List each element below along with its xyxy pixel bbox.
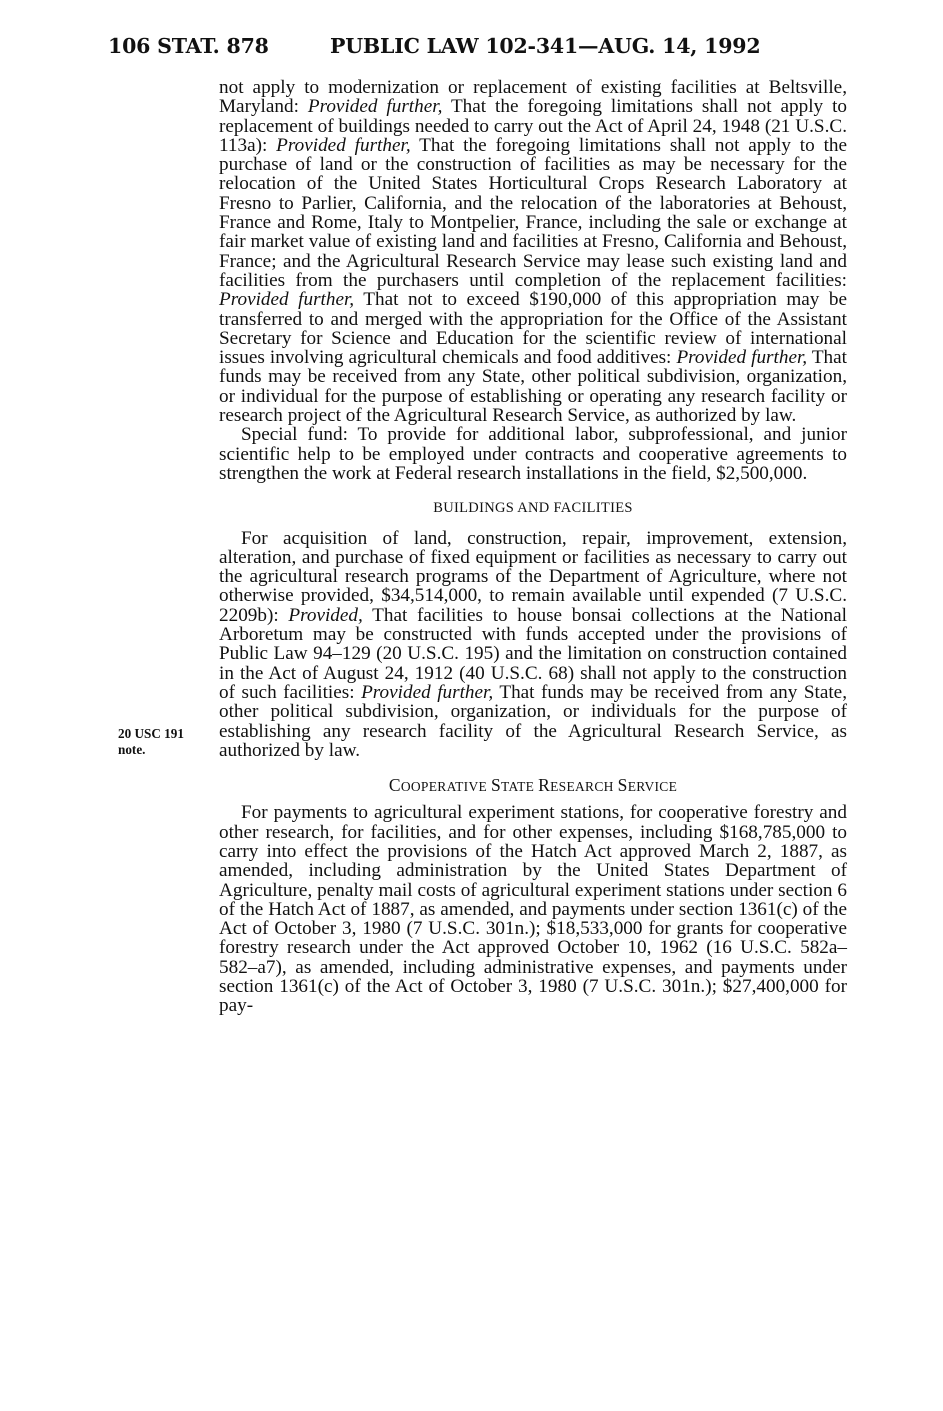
heading-initial: S (491, 775, 502, 796)
section-heading-buildings: BUILDINGS AND FACILITIES (433, 500, 633, 517)
running-head (0, 34, 943, 64)
proviso-italic: Provided further, (361, 681, 494, 703)
page-reference: 106 STAT. 878 (108, 34, 269, 58)
heading-initial: C (388, 775, 401, 796)
heading-initial: S (617, 775, 628, 796)
heading-rest: ERVICE (627, 779, 678, 795)
proviso-italic: Provided further, (219, 289, 355, 311)
heading-rest: TATE (501, 779, 535, 795)
proviso-italic: Provided, (288, 604, 363, 626)
text-run: That funds may be received from any State, other political subdivision, organization, or individuals for the purpose of establishing any research facility of the Agricultural Research Service, as authorized by law. (219, 681, 847, 761)
heading-initial: R (538, 775, 551, 796)
margin-citation-note (118, 726, 218, 758)
proviso-italic: Provided further, (307, 96, 443, 118)
margin-note-citation: 20 USC 191 (118, 726, 184, 741)
text-run: That the foregoing limitations shall not apply to the purchase of land or the construction of facilities as may be necessary for the relocation of the United States Horticultural Crops Research Laboratory at Fresno to Parlier, California, and the relocation of the laboratories at Behoust, France and Rome, Italy to Montpelier, France, including the sale or exchange at fair market value of existing land and facilities at Fresno, California and Behoust, France; and the Agricultural Research Service may lease such existing land and facilities from the purchasers until completion of the replacement facilities: (219, 134, 848, 291)
text-run: That facilities to house bonsai collections at the National Arboretum may be constructed with funds accepted under the provisions of Public Law 94–129 (20 U.S.C. 195) and the limitation on construction contained in the Act of August 24, 1912 (40 U.S.C. 68) shall not apply to the construction of such facilities: (219, 604, 847, 703)
heading-rest: OOPERATIVE (400, 779, 488, 795)
buildings-paragraph (219, 529, 847, 761)
text-run: That funds may be received from any State, other political subdivision, organization, or individual for the purpose of establishing or operating any research facility or research project of the Agricultural Research Service, as authorized by law. (219, 347, 847, 427)
cooperative-paragraph: For payments to agricultural experiment stations, for cooperative forestry and other research, for facilities, and for other expenses, including $168,785,000 to carry into effect the provisions of the Hatch Act approved March 2, 1887, as amended, including administration by the United States Department of Agriculture, penalty mail costs of agricultural experiment stations under section 6 of the Hatch Act of 1887, as amended, and payments under section 1361(c) of the Act of October 3, 1980 (7 U.S.C. 301n.); $18,533,000 for grants for cooperative forestry research under the Act approved October 10, 1962 (16 U.S.C. 582a–582–a7), as amended, including administrative expenses, and payments under section 1361(c) of the Act of October 3, 1980 (7 U.S.C. 301n.); $27,400,000 for pay- (219, 802, 847, 1017)
margin-note-label: note. (118, 742, 146, 757)
proviso-italic: Provided further, (676, 347, 808, 369)
proviso-italic: Provided further, (276, 134, 411, 156)
text-run: not apply to modernization or replacement of existing facilities at Beltsville, Maryland: (219, 77, 847, 118)
special-fund-paragraph: Special fund: To provide for additional labor, subprofessional, and junior scientific help to be employed under contracts and cooperative agreements to strengthen the work at Federal research installations in the field, $2,500,000. (219, 424, 847, 484)
text-run: For acquisition of land, construction, repair, improvement, extension, alteration, and purchase of fixed equipment or facilities as necessary to carry out the agricultural research programs of the Department of Agriculture, where not otherwise provided, $34,514,000, to remain available until expended (7 U.S.C. 2209b): (219, 527, 847, 626)
statute-body (219, 78, 847, 1016)
law-title: PUBLIC LAW 102-341—AUG. 14, 1992 (330, 34, 761, 58)
section-heading-cooperative (219, 776, 847, 797)
continuation-paragraph (219, 78, 847, 425)
text-run: That not to exceed $190,000 of this appropriation may be transferred to and merged with the appropriation for the Office of the Assistant Secretary for Science and Education for the scientific review of international issues involving agricultural chemicals and food additives: (219, 289, 847, 369)
heading-rest: ESEARCH (550, 779, 614, 795)
text-run: That the foregoing limitations shall not apply to replacement of buildings needed to carry out the Act of April 24, 1948 (21 U.S.C. 113a): (219, 96, 847, 156)
